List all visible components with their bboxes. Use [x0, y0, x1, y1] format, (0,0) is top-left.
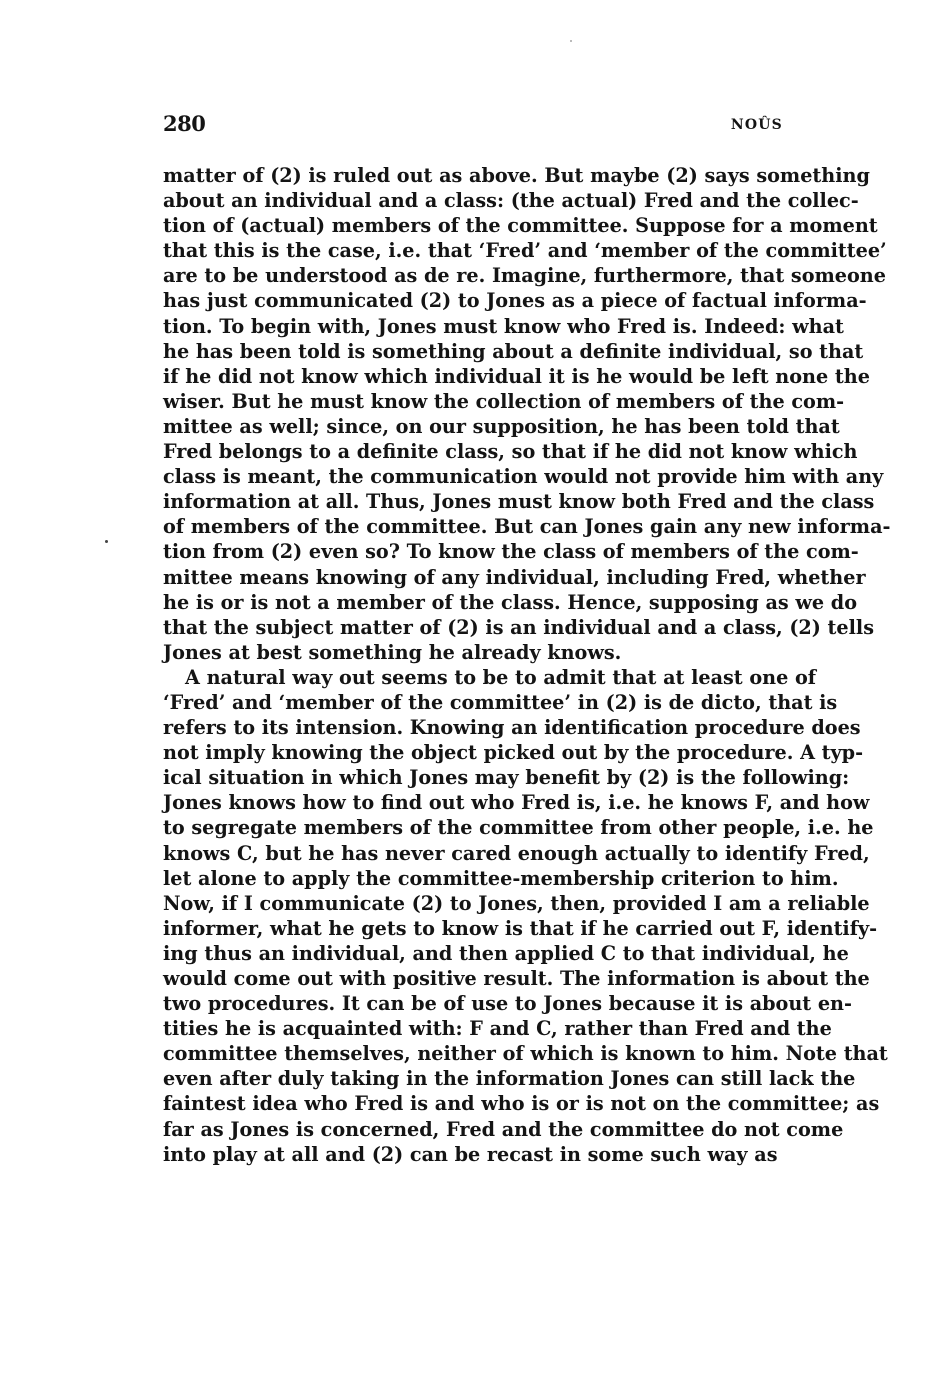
text-line: even after duly taking in the information Jones can still lack the [163, 1067, 856, 1091]
text-line: Jones knows how to find out who Fred is, i.e. he knows F, and how [163, 791, 870, 815]
text-line: let alone to apply the committee-membership criterion to him. [163, 866, 839, 890]
text-line: ‘Fred’ and ‘member of the committee’ in (2) is de dicto, that is [163, 690, 838, 714]
text-line: Jones at best something he already knows. [163, 640, 622, 664]
text-line: tities he is acquainted with: F and C, rather than Fred and the [163, 1017, 832, 1041]
text-line: of members of the committee. But can Jones gain any new informa- [163, 515, 891, 539]
text-line: are to be understood as de re. Imagine, furthermore, that someone [163, 264, 886, 288]
text-line: to segregate members of the committee from other people, i.e. he [163, 816, 874, 840]
text-line: mittee as well; since, on our supposition, he has been told that [163, 414, 840, 438]
text-line: if he did not know which individual it is he would be left none the [163, 364, 870, 388]
text-line: tion. To begin with, Jones must know who Fred is. Indeed: what [163, 314, 844, 338]
text-line: faintest idea who Fred is and who is or is not on the committee; as [163, 1092, 880, 1116]
text-line: mittee means knowing of any individual, including Fred, whether [163, 565, 866, 589]
text-line: informer, what he gets to know is that if he carried out F, identify- [163, 916, 878, 940]
text-line: Now, if I communicate (2) to Jones, then, provided I am a reliable [163, 891, 870, 915]
text-line: information at all. Thus, Jones must know both Fred and the class [163, 490, 875, 514]
text-line: A natural way out seems to be to admit that at least one of [185, 665, 817, 689]
text-line: class is meant, the communication would not provide him with any [163, 465, 884, 489]
text-line: that the subject matter of (2) is an individual and a class, (2) tells [163, 615, 874, 639]
text-line: tion of (actual) members of the committee. Suppose for a moment [163, 214, 878, 238]
journal-name: NOÛS [730, 117, 783, 133]
text-line: not imply knowing the object picked out by the procedure. A typ- [163, 741, 864, 765]
text-line: Fred belongs to a definite class, so that if he did not know which [163, 440, 858, 464]
text-line: ical situation in which Jones may benefit by (2) is the following: [163, 766, 850, 790]
text-line: far as Jones is concerned, Fred and the committee do not come [163, 1117, 844, 1141]
text-line: committee themselves, neither of which is known to him. Note that [163, 1042, 888, 1066]
paragraph [163, 665, 888, 1167]
text-line: has just communicated (2) to Jones as a piece of factual informa- [163, 289, 867, 313]
text-line: knows C, but he has never cared enough actually to identify Fred, [163, 841, 870, 865]
scan-speck [570, 40, 572, 42]
scan-dot [105, 540, 108, 543]
text-line: into play at all and (2) can be recast in some such way as [163, 1142, 778, 1166]
text-line: about an individual and a class: (the actual) Fred and the collec- [163, 189, 859, 213]
text-line: tion from (2) even so? To know the class of members of the com- [163, 540, 859, 564]
text-line: matter of (2) is ruled out as above. But maybe (2) says something [163, 164, 870, 187]
page-number: 280 [163, 111, 206, 136]
text-line: wiser. But he must know the collection of members of the com- [163, 389, 845, 413]
text-line: he has been told is something about a definite individual, so that [163, 339, 864, 363]
text-line: two procedures. It can be of use to Jones because it is about en- [163, 992, 852, 1016]
text-line: refers to its intension. Knowing an identification procedure does [163, 716, 861, 740]
text-line: that this is the case, i.e. that ‘Fred’ and ‘member of the committee’ [163, 239, 887, 263]
body-text [163, 163, 891, 1167]
running-head [163, 111, 785, 143]
paragraph [163, 163, 891, 665]
text-line: would come out with positive result. The information is about the [163, 967, 870, 990]
text-line: he is or is not a member of the class. Hence, supposing as we do [163, 590, 857, 614]
text-line: ing thus an individual, and then applied C to that individual, he [163, 941, 849, 965]
